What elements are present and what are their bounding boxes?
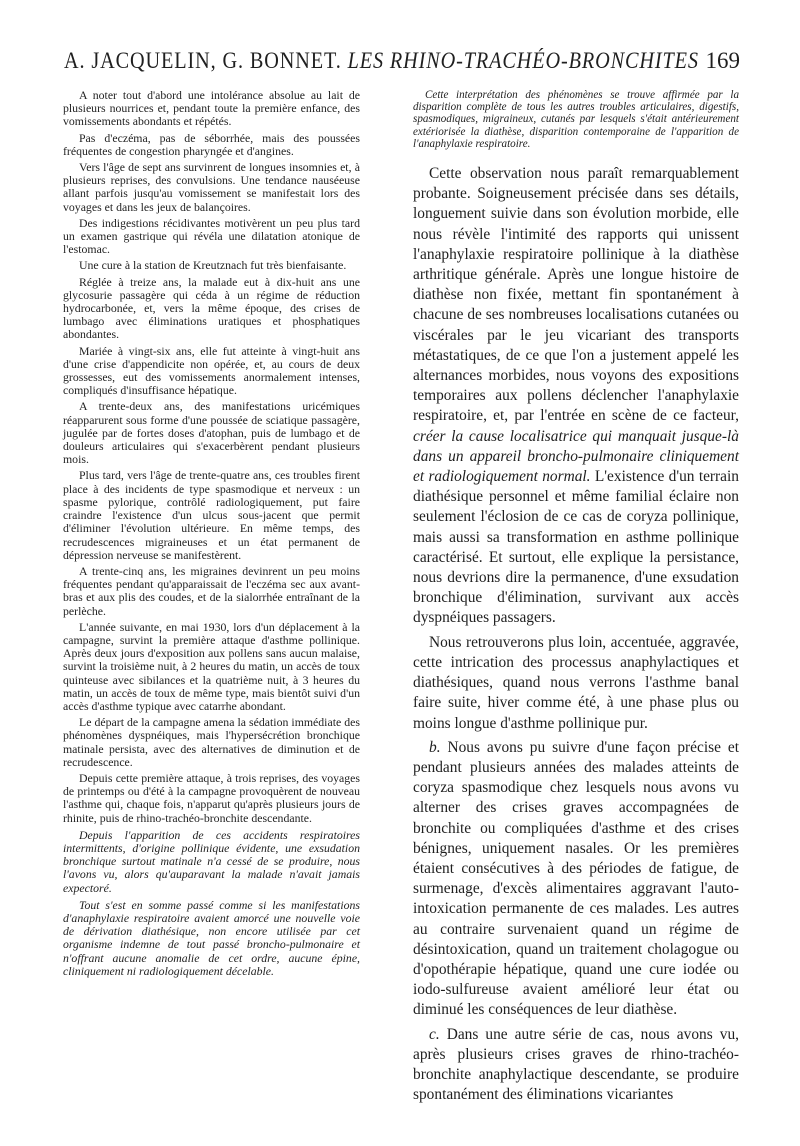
text-run: Nous avons pu suivre d'une façon précise et pendant plusieurs années des malades atteints de coryza spasmodique chez lesquels nous avons vu alterner des crises graves accompagnées de bronchite ou compliquées d'asthme et des crises bénignes, uniquement nasales. Or les premières étaient consécutives à des périodes de fatigue, de surmenage, d'excès alimentaires aggravant l'auto-intoxication permanente de ces malades. Les autres au contraire survenaient quand un régime de désintoxication, quand un traitement cholagogue ou d'opothérapie hépatique, quand une cure iodée ou iodo-sulfureuse avaient amélioré leur état ou diminué les conséquences de leur diathèse.: [413, 738, 739, 1019]
paragraph: L'année suivante, en mai 1930, lors d'un déplacement à la campagne, survint la première attaque d'asthme pollinique. Après deux jours d'exposition aux pollens sans aucun malaise, survint la troisième nuit, à 2 heures du matin, un accès de toux quinteuse avec sibilances et la quatrième nuit, à 3 heures du matin, un accès de toux de même type, mais bientôt suivi d'un accès d'asthme typique avec catarrhe abondant.: [63, 619, 360, 713]
paragraph: Une cure à la station de Kreutznach fut très bienfaisante.: [79, 258, 347, 273]
paragraph: Réglée à treize ans, la malade eut à dix-huit ans une glycosurie passagère qui céda à un régime de réduction hydrocarbonée, et, vers la même époque, des crises de lumbago avec éliminations uratiques et phosphatiques abondantes.: [63, 274, 360, 342]
header-title: LES RHINO-TRACHÉO-BRONCHITES: [347, 48, 699, 73]
paragraph: A trente-deux ans, des manifestations uricémiques réapparurent sous forme d'une poussée de sciatique passagère, jugulée par de fortes doses d'atophan, puis de lumbago et de douleurs articulaires qui s'exacerbèrent pendant plusieurs mois.: [63, 399, 360, 467]
italic-paragraph: Tout s'est en somme passé comme si les manifestations d'anaphylaxie respiratoire avaient amorcé une nouvelle voie de dérivation diathésique, non encore utilisée par cet organisme indemne de tout passé broncho-pulmonaire et n'offrant aucune anomalie de cet ordre, aucune épine, cliniquement ni radiologiquement décelable.: [63, 897, 360, 978]
item-label: c.: [429, 1025, 440, 1043]
paragraph: Nous retrouverons plus loin, accentuée, aggravée, cette intrication des processus anaphylactiques et diathésiques, quand nous verrons l'asthme banal faire suite, hiver comme été, à une phase plus ou moins longue d'asthme pollinique pur.: [413, 633, 739, 732]
text-run: L'existence d'un terrain diathésique personnel et même familial éclaire non seulement l'éclosion de ce cas de coryza pollinique, mais aussi sa transformation en asthme pollinique caractérisé. Et surtout, elle explique la persistance, nous devrions dire la permanence, d'une exsudation bronchique d'élimination, survivant aux accès dyspnéiques passagers.: [413, 468, 739, 627]
text-run: Dans une autre série de cas, nous avons vu, après plusieurs crises graves de rhino-trachéo-bronchite anaphylactique descendante, se produire spontanément des éliminations vicariantes: [413, 1025, 739, 1104]
paragraph: Pas d'eczéma, pas de séborrhée, mais des poussées fréquentes de congestion pharyngée et d'angines.: [63, 130, 360, 158]
running-head: [64, 48, 699, 74]
italic-note: [413, 89, 739, 150]
text-run: Cette observation nous paraît remarquablement probante. Soigneusement précisée dans ses détails, longuement suivie dans son évolution morbide, elle nous révèle l'intimité des rapports qui unissent l'anaphylaxie respiratoire pollinique à la diathèse arthritique générale. Après une longue histoire de diathèse non fixée, mettant fin spontanément à chacune de ses nombreuses localisations cutanées ou viscérales par le jeu vicariant des transports métastatiques, de ce que l'on a justement appelé les alternances morbides, nous voyons des expositions temporaires aux pollens déclencher l'anaphylaxie respiratoire, et, par l'entrée en scène de ce facteur,: [413, 165, 739, 425]
body-text: [413, 164, 739, 1105]
page-number: 169: [705, 48, 740, 73]
paragraph: Depuis cette première attaque, à trois reprises, des voyages de printemps ou d'été à la campagne provoquèrent de nouveau l'asthme qui, chaque fois, n'apparut qu'après plusieurs jours de rhinite, puis de rhino-trachéo-bronchite descendante.: [63, 770, 360, 825]
italic-paragraph: Depuis l'apparition de ces accidents respiratoires intermittents, d'origine pollinique évidente, une exsudation bronchique surtout matinale n'a cessé de se produire, nous l'avons vu, alors qu'auparavant la malade n'avait jamais expectoré.: [63, 827, 360, 895]
note-text: Cette interprétation des phénomènes se trouve affirmée par la disparition complète de tous les autres troubles articulaires, digestifs, spasmodiques, migraineux, cutanés par lesquels s'était antérieurement extériorisée la diathèse, disparition contemporaine de l'apparition de l'anaphylaxie respiratoire.: [413, 89, 739, 150]
item-label: b.: [429, 738, 441, 756]
paragraph: Des indigestions récidivantes motivèrent un peu plus tard un examen gastrique qui révéla une dilatation atonique de l'estomac.: [63, 215, 360, 257]
running-header: [64, 48, 740, 84]
emphasis: créer la cause localisatrice qui manquait jusque-là dans un appareil broncho-pulmonaire cliniquement et radiologiquement normal.: [413, 427, 739, 486]
paragraph: Vers l'âge de sept ans survinrent de longues insomnies et, à plusieurs reprises, des convulsions. Une tendance nauséeuse allant parfois jusqu'au vomissement se manifestait lors des voyages et dans les jeux de balançoires.: [63, 160, 360, 214]
header-authors: A. JACQUELIN, G. BONNET.: [64, 48, 342, 73]
paragraph: Mariée à vingt-six ans, elle fut atteinte à vingt-huit ans d'une crise d'appendicite non opérée, et, au cours de deux grossesses, eut des vomissements anormalement intenses, compliqués d'insuffisance hépatique.: [63, 343, 360, 398]
paragraph-b: [413, 738, 739, 1021]
paragraph: Le départ de la campagne amena la sédation immédiate des phénomènes dyspnéiques, mais l'hypersécrétion bronchique matinale persista, avec des alternatives de diminution et de recrudescence.: [63, 715, 360, 769]
paragraph-c: [413, 1025, 739, 1106]
paragraph: A trente-cinq ans, les migraines devinrent un peu moins fréquentes pendant qu'apparaissait de l'eczéma sec aux avant-bras et aux plis des coudes, et de la sialorrhée entraînant de la perlèche.: [63, 563, 360, 618]
left-column: [63, 89, 360, 981]
right-column: [413, 89, 739, 1109]
paragraph: A noter tout d'abord une intolérance absolue au lait de plusieurs nourrices et, pendant toute la première enfance, des vomissements abondants et répétés.: [63, 88, 360, 129]
paragraph: Plus tard, vers l'âge de trente-quatre ans, ces troubles firent place à des incidents de type spasmodique et nerveux : un spasme pylorique, contrôlé radiologiquement, put faire craindre l'existence d'un ulcus sous-jacent que permit d'éliminer l'évolution ultérieure. En même temps, des recrudescences migraineuses et un état permanent de dépression nerveuse se manifestèrent.: [63, 468, 360, 562]
paragraph-observation: [413, 164, 739, 629]
